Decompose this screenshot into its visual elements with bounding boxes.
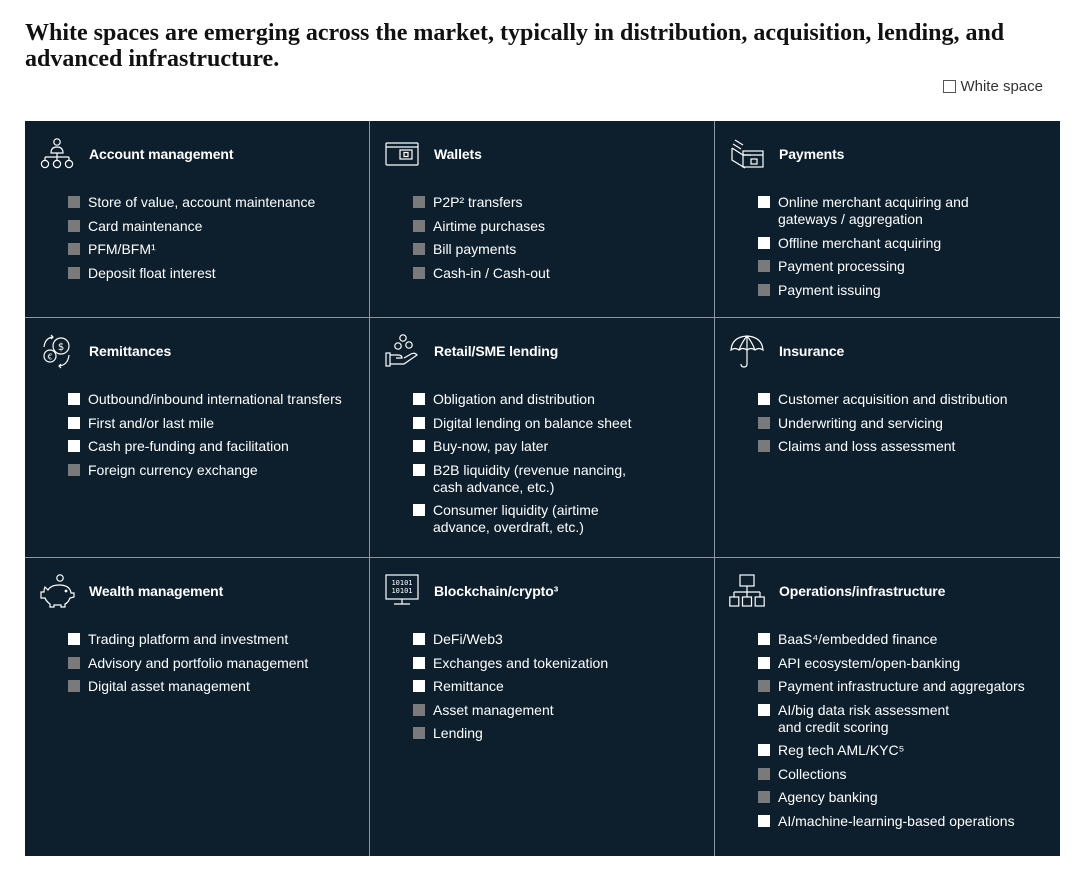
- list-item: B2B liquidity (revenue nancing, cash advance, etc.): [413, 462, 706, 496]
- indicator-square: [758, 704, 770, 716]
- indicator-square: [758, 768, 770, 780]
- list-item: Payment issuing: [758, 282, 1052, 299]
- indicator-square: [413, 417, 425, 429]
- indicator-square: [413, 727, 425, 739]
- legend: [943, 78, 1043, 95]
- list-item: Outbound/inbound international transfers: [68, 391, 361, 408]
- list-item: Bill payments: [413, 241, 706, 258]
- indicator-square: [758, 417, 770, 429]
- category-grid: [25, 121, 1060, 856]
- indicator-square: [413, 440, 425, 452]
- legend-label: White space: [960, 78, 1043, 95]
- indicator-square: [68, 633, 80, 645]
- svg-text:€: €: [47, 352, 53, 362]
- list-item: API ecosystem/open-banking: [758, 655, 1052, 672]
- cell-header: [384, 570, 558, 612]
- cell-title: Wealth management: [89, 583, 224, 599]
- cell-title: Insurance: [779, 343, 845, 359]
- item-list: [68, 631, 361, 702]
- list-item: Obligation and distribution: [413, 391, 706, 408]
- list-item: Online merchant acquiring and gateways / aggregation: [758, 194, 1052, 228]
- indicator-square: [68, 267, 80, 279]
- list-item: Advisory and portfolio management: [68, 655, 361, 672]
- indicator-square: [413, 464, 425, 476]
- indicator-square: [68, 464, 80, 476]
- indicator-square: [758, 440, 770, 452]
- piggy-bank-icon: [39, 573, 75, 609]
- indicator-square: [758, 633, 770, 645]
- indicator-square: [758, 744, 770, 756]
- indicator-square: [413, 704, 425, 716]
- indicator-square: [68, 680, 80, 692]
- svg-text:$: $: [57, 342, 65, 353]
- list-item: Cash-in / Cash-out: [413, 265, 706, 282]
- list-item: Underwriting and servicing: [758, 415, 1052, 432]
- indicator-square: [413, 633, 425, 645]
- list-item: Customer acquisition and distribution: [758, 391, 1052, 408]
- cell-header: [729, 570, 945, 612]
- indicator-square: [758, 284, 770, 296]
- cell-header: [384, 330, 558, 372]
- list-item: Claims and loss assessment: [758, 438, 1052, 455]
- cell-payments: [715, 121, 1060, 318]
- cell-title: Operations/infrastructure: [779, 583, 946, 599]
- org-chart-icon: [39, 136, 75, 172]
- indicator-square: [413, 220, 425, 232]
- list-item: Consumer liquidity (airtime advance, overdraft, etc.): [413, 502, 706, 536]
- cell-header: [39, 330, 171, 372]
- svg-text:10101: 10101: [391, 587, 413, 595]
- indicator-square: [68, 243, 80, 255]
- cell-title: Account management: [89, 146, 234, 162]
- list-item: Exchanges and tokenization: [413, 655, 706, 672]
- binary-screen-icon: [384, 573, 420, 609]
- page-title: White spaces are emerging across the market, typically in distribution, acquisition, lending, and advanced infrastructure.: [25, 20, 1005, 72]
- indicator-square: [413, 243, 425, 255]
- indicator-square: [758, 680, 770, 692]
- item-list: [413, 631, 706, 749]
- network-hierarchy-icon: [729, 573, 765, 609]
- legend-swatch: [943, 80, 956, 93]
- cell-account-management: [25, 121, 370, 318]
- indicator-square: [758, 815, 770, 827]
- item-list: [68, 391, 361, 485]
- list-item: Card maintenance: [68, 218, 361, 235]
- indicator-square: [68, 220, 80, 232]
- list-item: First and/or last mile: [68, 415, 361, 432]
- item-list: [758, 391, 1052, 462]
- cell-remittances: [25, 318, 370, 558]
- list-item: DeFi/Web3: [413, 631, 706, 648]
- cell-insurance: [715, 318, 1060, 558]
- list-item: Reg tech AML/KYC⁵: [758, 742, 1052, 759]
- cell-retail-sme-lending: [370, 318, 715, 558]
- list-item: Store of value, account maintenance: [68, 194, 361, 211]
- indicator-square: [758, 196, 770, 208]
- item-list: [413, 194, 706, 288]
- list-item: Airtime purchases: [413, 218, 706, 235]
- cell-wallets: [370, 121, 715, 318]
- indicator-square: [758, 260, 770, 272]
- indicator-square: [758, 791, 770, 803]
- svg-text:10101: 10101: [391, 579, 413, 587]
- list-item: Offline merchant acquiring: [758, 235, 1052, 252]
- list-item: Foreign currency exchange: [68, 462, 361, 479]
- hand-coins-icon: [384, 333, 420, 369]
- cell-operations-infrastructure: [715, 558, 1060, 856]
- list-item: Cash pre-funding and facilitation: [68, 438, 361, 455]
- list-item: Remittance: [413, 678, 706, 695]
- indicator-square: [413, 657, 425, 669]
- list-item: Payment infrastructure and aggregators: [758, 678, 1052, 695]
- indicator-square: [413, 196, 425, 208]
- cell-header: [384, 133, 482, 175]
- cell-title: Retail/SME lending: [434, 343, 559, 359]
- list-item: Asset management: [413, 702, 706, 719]
- wallet-icon: [384, 136, 420, 172]
- list-item: Buy-now, pay later: [413, 438, 706, 455]
- cell-header: [39, 133, 233, 175]
- list-item: Deposit float interest: [68, 265, 361, 282]
- item-list: [68, 194, 361, 288]
- card-payment-icon: [729, 136, 765, 172]
- indicator-square: [68, 440, 80, 452]
- list-item: Collections: [758, 766, 1052, 783]
- list-item: Digital asset management: [68, 678, 361, 695]
- indicator-square: [68, 393, 80, 405]
- item-list: [758, 631, 1052, 836]
- cell-header: [729, 133, 844, 175]
- cell-title: Remittances: [89, 343, 172, 359]
- cell-header: [729, 330, 844, 372]
- indicator-square: [413, 267, 425, 279]
- list-item: P2P² transfers: [413, 194, 706, 211]
- indicator-square: [758, 393, 770, 405]
- indicator-square: [413, 504, 425, 516]
- indicator-square: [68, 657, 80, 669]
- list-item: PFM/BFM¹: [68, 241, 361, 258]
- umbrella-icon: [729, 333, 765, 369]
- indicator-square: [758, 657, 770, 669]
- cell-title: Payments: [779, 146, 845, 162]
- list-item: Agency banking: [758, 789, 1052, 806]
- indicator-square: [413, 680, 425, 692]
- list-item: Trading platform and investment: [68, 631, 361, 648]
- cell-title: Wallets: [434, 146, 482, 162]
- cell-blockchain-crypto: [370, 558, 715, 856]
- currency-exchange-icon: [39, 333, 75, 369]
- cell-title: Blockchain/crypto³: [434, 583, 559, 599]
- cell-wealth-management: [25, 558, 370, 856]
- list-item: Digital lending on balance sheet: [413, 415, 706, 432]
- indicator-square: [68, 417, 80, 429]
- list-item: BaaS⁴/embedded finance: [758, 631, 1052, 648]
- indicator-square: [413, 393, 425, 405]
- indicator-square: [758, 237, 770, 249]
- cell-header: [39, 570, 223, 612]
- item-list: [413, 391, 706, 543]
- list-item: AI/machine-learning-based operations: [758, 813, 1052, 830]
- list-item: AI/big data risk assessment and credit scoring: [758, 702, 1052, 736]
- indicator-square: [68, 196, 80, 208]
- item-list: [758, 194, 1052, 305]
- list-item: Lending: [413, 725, 706, 742]
- list-item: Payment processing: [758, 258, 1052, 275]
